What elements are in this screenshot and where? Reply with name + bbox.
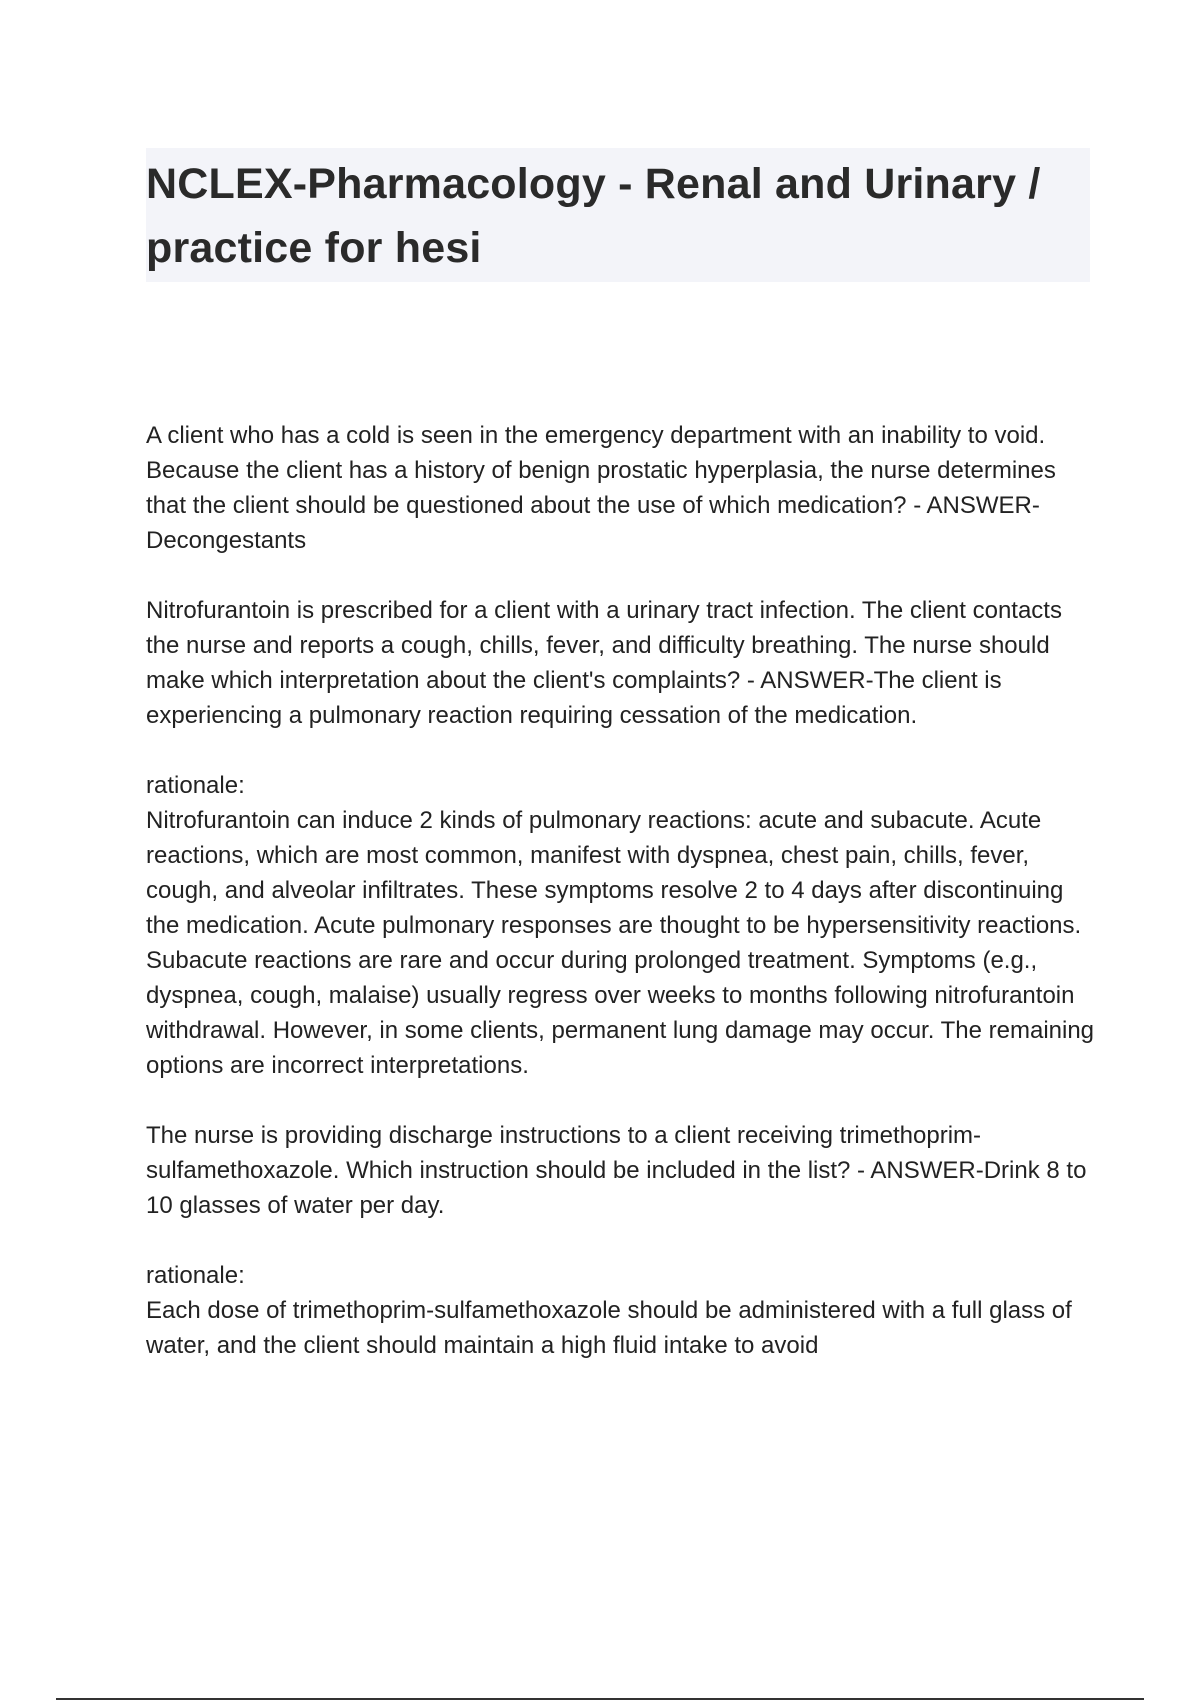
document-title: NCLEX-Pharmacology - Renal and Urinary / practice for hesi — [146, 160, 1041, 272]
rationale-block-2 — [146, 768, 1096, 1083]
rationale-label: rationale: — [146, 1262, 245, 1289]
question-2: Nitrofurantoin is prescribed for a client with a urinary tract infection. The client contacts the nurse and reports a cough, chills, fever, and difficulty breathing. The nurse should make which interpretation about the client's complaints? - ANSWER-The client is experiencing a pulmonary reaction requiring cessation of the medication. — [146, 597, 1062, 729]
question-1: A client who has a cold is seen in the emergency department with an inability to void. Because the client has a history of benign prostatic hyperplasia, the nurse determines that the client should be questioned about the use of which medication? - ANSWER-Decongestants — [146, 422, 1056, 554]
title-banner — [146, 148, 1090, 282]
question-3: The nurse is providing discharge instructions to a client receiving trimethoprim-sulfamethoxazole. Which instruction should be included in the list? - ANSWER-Drink 8 to 10 glasses of water per day. — [146, 1122, 1087, 1219]
rationale-label: rationale: — [146, 772, 245, 799]
rationale-text: Each dose of trimethoprim-sulfamethoxazole should be administered with a full glass of water, and the client should maintain a high fluid intake to avoid — [146, 1297, 1072, 1359]
document-body — [146, 418, 1096, 1398]
rationale-text: Nitrofurantoin can induce 2 kinds of pulmonary reactions: acute and subacute. Acute reactions, which are most common, manifest with dyspnea, chest pain, chills, fever, cough, and alveolar infiltrates. These symptoms resolve 2 to 4 days after discontinuing the medication. Acute pulmonary responses are thought to be hypersensitivity reactions. Subacute reactions are rare and occur during prolonged treatment. Symptoms (e.g., dyspnea, cough, malaise) usually regress over weeks to months following nitrofurantoin withdrawal. However, in some clients, permanent lung damage may occur. The remaining options are incorrect interpretations. — [146, 807, 1095, 1079]
rationale-block-3 — [146, 1258, 1096, 1363]
